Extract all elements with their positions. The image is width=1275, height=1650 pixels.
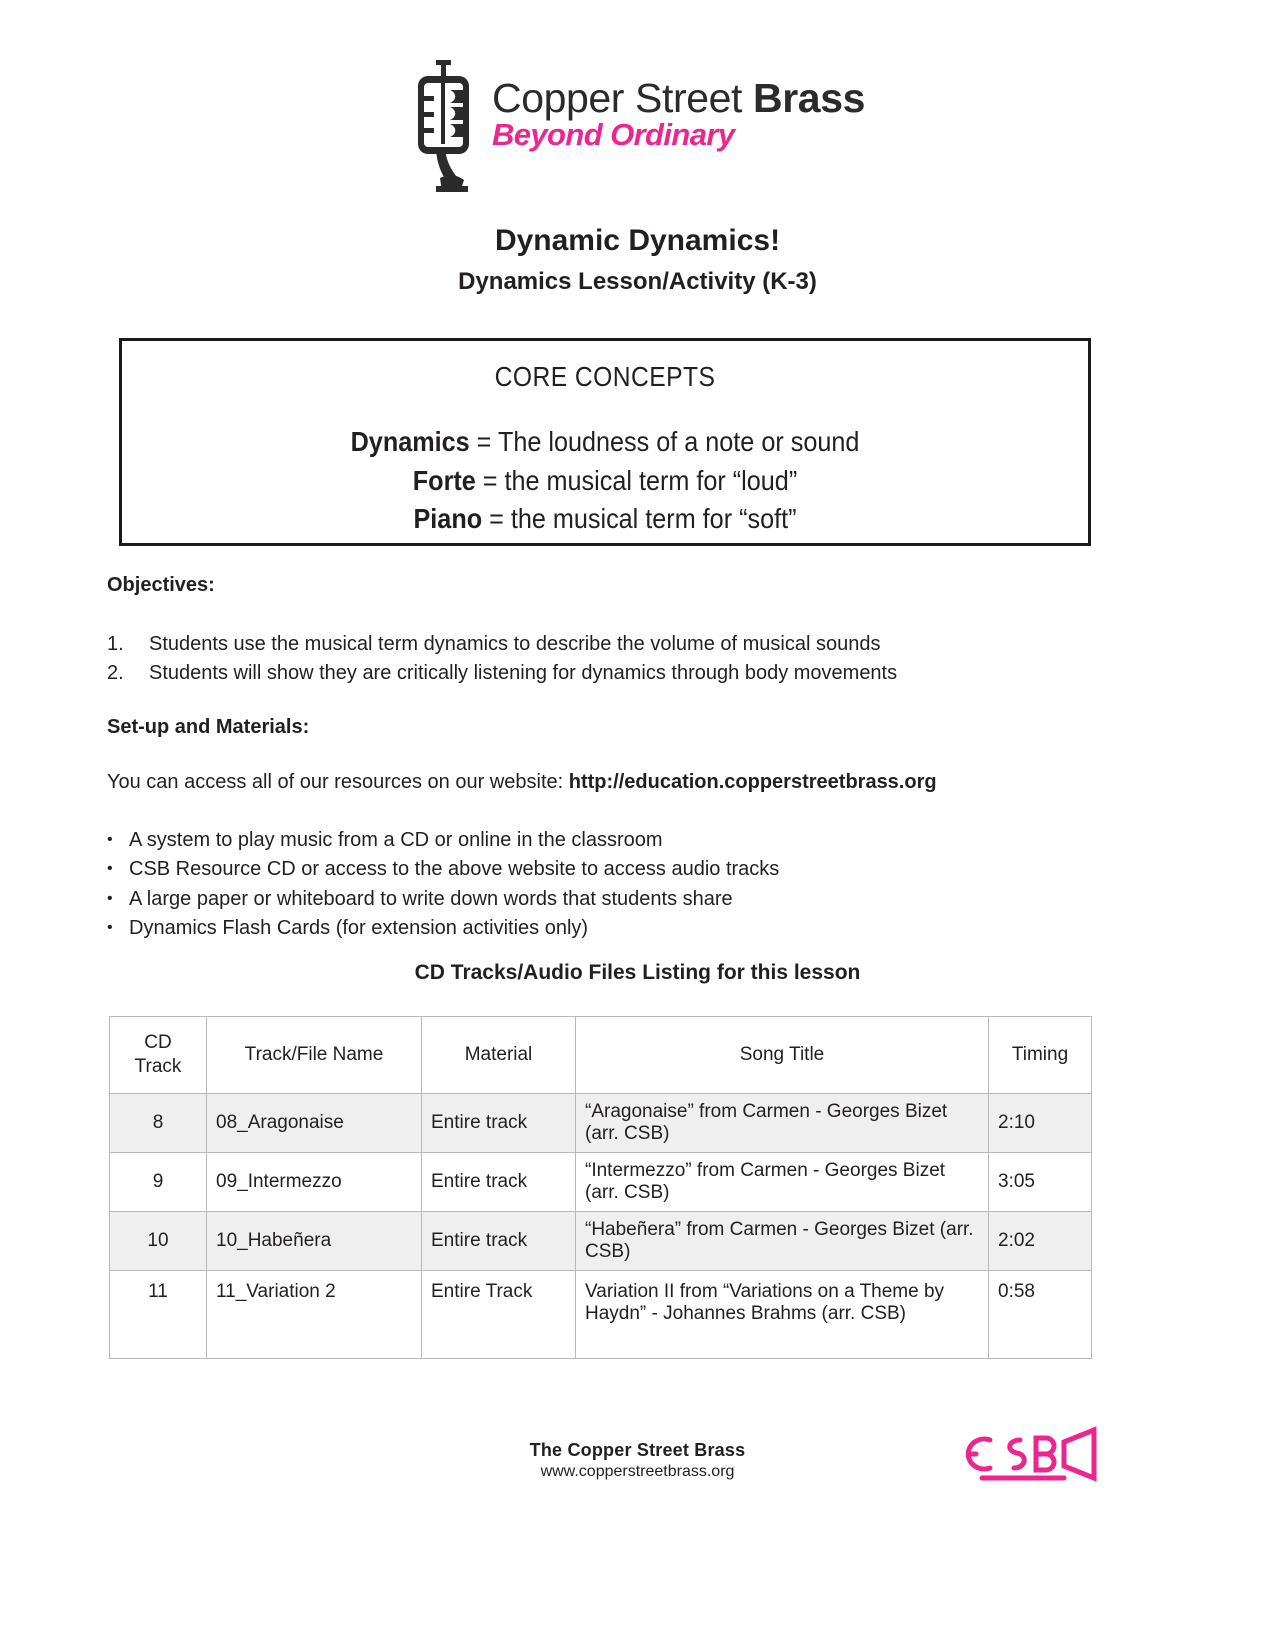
cell-file-name: 08_Aragonaise	[207, 1094, 422, 1153]
list-item	[107, 826, 1067, 855]
logo-name-light: Copper Street	[491, 75, 754, 121]
footer-website-url[interactable]: www.copperstreetbrass.org	[540, 1463, 735, 1480]
list-item-text: Students will show they are critically listening for dynamics through body movements	[149, 662, 898, 684]
core-concepts-heading: CORE CONCEPTS	[494, 361, 716, 392]
objectives-heading: Objectives:	[107, 574, 215, 596]
table-row	[110, 1212, 1092, 1271]
core-concepts-list	[122, 423, 1088, 539]
list-item	[107, 855, 1067, 884]
table-header-row	[110, 1017, 1092, 1094]
page-subtitle: Dynamics Lesson/Activity (K-3)	[458, 268, 817, 295]
core-concept-item	[170, 500, 1039, 539]
core-concept-item	[170, 462, 1039, 501]
objectives-list	[107, 630, 1067, 688]
core-concept-term: Piano	[413, 503, 483, 535]
footer-organization-name: The Copper Street Brass	[529, 1440, 746, 1460]
column-header-material: Material	[422, 1017, 576, 1094]
table-body	[110, 1094, 1092, 1359]
list-item	[107, 630, 1067, 659]
table-caption: CD Tracks/Audio Files Listing for this lesson	[414, 961, 861, 984]
core-concept-definition: = the musical term for “soft”	[482, 503, 797, 535]
core-concept-term: Dynamics	[350, 426, 470, 457]
core-concept-term: Forte	[412, 464, 476, 496]
bullet-icon: •	[107, 860, 113, 878]
cell-file-name: 10_Habeñera	[207, 1212, 422, 1271]
list-item	[107, 914, 1067, 943]
table-row	[110, 1271, 1092, 1359]
list-item-number: 2.	[107, 662, 124, 684]
core-concepts-box	[119, 338, 1091, 546]
cell-timing: 3:05	[989, 1153, 1092, 1212]
list-item-text: Students use the musical term dynamics to describe the volume of musical sounds	[149, 633, 881, 655]
csb-trumpet-logo	[952, 1418, 1112, 1490]
table-row	[110, 1094, 1092, 1153]
core-concept-definition: = The loudness of a note or sound	[469, 426, 860, 457]
cell-cd-track: 8	[110, 1094, 207, 1153]
cell-timing: 2:10	[989, 1094, 1092, 1153]
table-row	[110, 1153, 1092, 1212]
bullet-icon: •	[107, 889, 113, 907]
cell-song-title: “Intermezzo” from Carmen - Georges Bizet (arr. CSB)	[576, 1153, 989, 1212]
cell-song-title: “Habeñera” from Carmen - Georges Bizet (arr. CSB)	[576, 1212, 989, 1271]
brand-logo	[0, 58, 1275, 192]
list-item	[107, 885, 1067, 914]
cell-material: Entire Track	[422, 1271, 576, 1359]
list-item	[107, 659, 1067, 688]
cell-cd-track: 11	[110, 1271, 207, 1359]
cell-file-name: 09_Intermezzo	[207, 1153, 422, 1212]
column-header-line: Track	[134, 1056, 182, 1077]
cell-material: Entire track	[422, 1094, 576, 1153]
column-header-line: CD	[144, 1032, 172, 1054]
list-item-number: 1.	[107, 633, 124, 655]
table-header	[110, 1017, 1092, 1094]
column-header-cd-track	[110, 1017, 207, 1094]
list-item-text: Dynamics Flash Cards (for extension activities only)	[129, 917, 589, 940]
column-header-timing: Timing	[989, 1017, 1092, 1094]
list-item-text: A large paper or whiteboard to write down words that students share	[129, 887, 733, 910]
cell-material: Entire track	[422, 1212, 576, 1271]
cell-song-title: “Aragonaise” from Carmen - Georges Bizet (arr. CSB)	[576, 1094, 989, 1153]
logo-name	[491, 75, 866, 121]
cell-material: Entire track	[422, 1153, 576, 1212]
setup-heading: Set-up and Materials:	[107, 716, 310, 738]
bullet-icon: •	[107, 831, 113, 848]
website-url[interactable]: http://education.copperstreetbrass.org	[568, 771, 937, 793]
core-concept-definition: = the musical term for “loud”	[475, 464, 798, 496]
cell-song-title: Variation II from “Variations on a Theme by Haydn” - Johannes Brahms (arr. CSB)	[576, 1271, 989, 1359]
logo-name-bold: Brass	[753, 75, 866, 121]
materials-list	[107, 826, 1067, 944]
page-title: Dynamic Dynamics!	[494, 224, 781, 257]
logo-tagline: Beyond Ordinary	[491, 117, 735, 153]
bullet-icon: •	[107, 919, 113, 937]
cd-tracks-table	[109, 1016, 1092, 1359]
cell-cd-track: 9	[110, 1153, 207, 1212]
website-prefix: You can access all of our resources on our website:	[107, 771, 569, 793]
trumpet-icon	[410, 60, 482, 192]
website-line	[107, 771, 937, 794]
cell-timing: 2:02	[989, 1212, 1092, 1271]
cell-cd-track: 10	[110, 1212, 207, 1271]
list-item-text: CSB Resource CD or access to the above website to access audio tracks	[129, 858, 780, 881]
core-concept-item	[170, 423, 1039, 462]
column-header-song-title: Song Title	[576, 1017, 989, 1094]
cell-file-name: 11_Variation 2	[207, 1271, 422, 1359]
cell-timing: 0:58	[989, 1271, 1092, 1359]
column-header-track-file-name: Track/File Name	[207, 1017, 422, 1094]
list-item-text: A system to play music from a CD or online in the classroom	[129, 829, 663, 851]
